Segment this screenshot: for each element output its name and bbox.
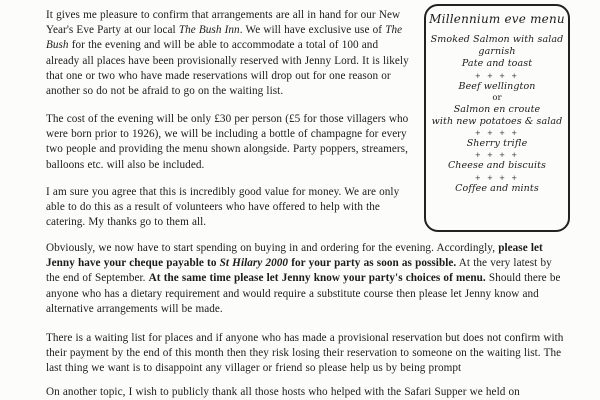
text-run: It gives me pleasure to confirm that arrangements are all in hand for our New Year's Eve Party at our local (46, 9, 401, 37)
venue-name: The Bush (46, 24, 403, 52)
paragraph-safari-supper: On another topic, I wish to publicly thank all those hosts who helped with the Safari Supper we held on (46, 386, 520, 398)
menu-item-alternative: with new potatoes & salad (431, 116, 563, 128)
menu-item-alternative: Salmon en croute (453, 103, 541, 115)
payee-name: St Hilary 2000 (219, 257, 289, 270)
menu-separator: + + + + (474, 71, 520, 80)
paragraph-payment (46, 241, 564, 317)
menu-separator: + + + + (474, 151, 520, 160)
menu-separator: + + + + (474, 129, 520, 138)
menu-item-dessert: Sherry trifle (466, 138, 528, 150)
text-run: . We will have exclusive use of (239, 24, 386, 37)
text-run: Obviously, we now have to start spending on buying in and ordering for the evening. Accordingly, (46, 242, 499, 254)
menu-item-cheese: Cheese and biscuits (447, 160, 547, 172)
menu-item-starter: Pate and toast (461, 58, 533, 70)
menu-separator: + + + + (474, 173, 520, 182)
paragraph-waiting-list: There is a waiting list for places and if anyone who has made a provisional reservation but does not confirm with their payment by the end of this month then they risk losing their reservation to someone on the waiting list. The last thing we want is to disappoint any villager or friend so please help us by being prompt (46, 332, 564, 375)
menu-title: Millennium eve menu (429, 12, 565, 26)
menu-item-starter: garnish (478, 46, 516, 58)
menu-item-starter: Smoked Salmon with salad (430, 34, 564, 45)
paragraph-party-confirmation (46, 8, 412, 99)
payment-instruction: for your party as soon as possible. (288, 257, 457, 270)
millennium-menu-box (424, 4, 570, 232)
menu-item-coffee: Coffee and mints (455, 182, 539, 194)
text-run: At the very latest by the end of September. (46, 257, 552, 285)
paragraph-cost: The cost of the evening will be only £30 per person (£5 for those villagers who were born prior to 1926), we will be including a bottle of champagne for every two people and providing the menu shown alongside. Party poppers, streamers, balloons etc. will also be included. (46, 113, 409, 171)
text-run: for the evening and will be able to accommodate a total of 100 and already all places have been provisionally reserved with Jenny Lord. It is likely that one or two who have made reservations will drop out for one reason or another so do not be afraid to go on the waiting list. (46, 39, 409, 98)
menu-choice-instruction: At the same time please let Jenny know your party's choices of menu. (148, 272, 486, 285)
paragraph-value: I am sure you agree that this is incredibly good value for money. We are only able to do this as a result of volunteers who have offered to help with the catering. My thanks go to them all. (46, 186, 400, 229)
payment-instruction: please let Jenny have your cheque payable to (46, 242, 543, 270)
menu-or: or (492, 92, 502, 103)
venue-name: The Bush Inn (178, 24, 240, 37)
menu-item-main: Beef wellington (458, 80, 536, 92)
text-run: Should there be anyone who has a dietary requirement and would require a substitute course then please let Jenny know and alternative arrangements will be made. (46, 272, 561, 315)
